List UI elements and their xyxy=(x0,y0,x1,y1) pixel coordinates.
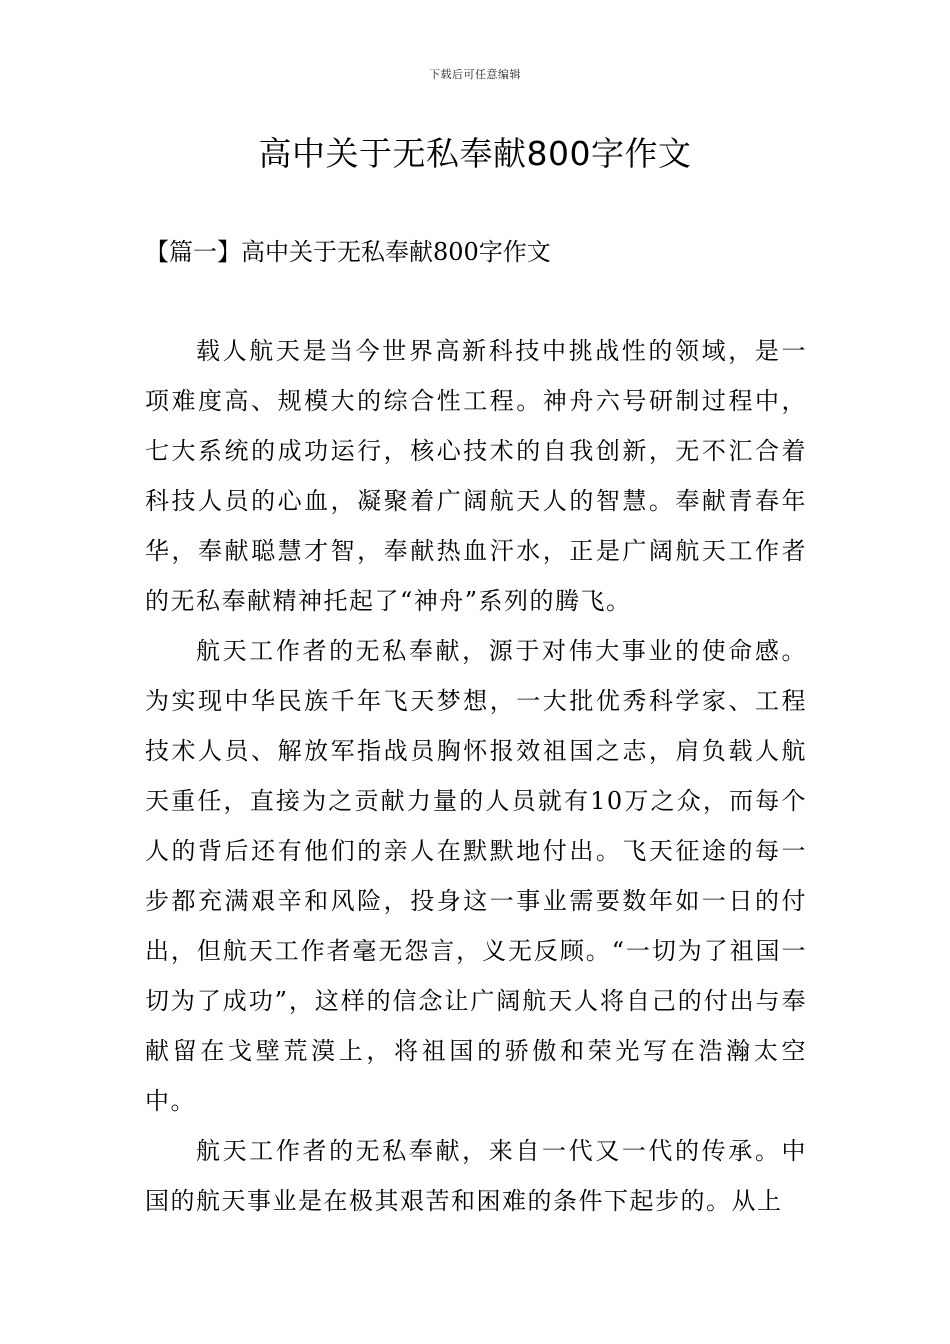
body-text xyxy=(145,326,807,1226)
document-title: 高中关于无私奉献800字作文 xyxy=(258,134,692,173)
paragraph: 航天工作者的无私奉献，来自一代又一代的传承。中国的航天事业是在极其艰苦和困难的条件下起步的。从上 xyxy=(145,1137,807,1215)
section-heading: 【篇一】高中关于无私奉献800字作文 xyxy=(145,238,551,266)
paragraph: 航天工作者的无私奉献，源于对伟大事业的使命感。为实现中华民族千年飞天梦想，一大批优秀科学家、工程技术人员、解放军指战员胸怀报效祖国之志，肩负载人航天重任，直接为之贡献力量的人员就有10万之众，而每个人的背后还有他们的亲人在默默地付出。飞天征途的每一步都充满艰辛和风险，投身这一事业需要数年如一日的付出，但航天工作者毫无怨言，义无反顾。“一切为了祖国一切为了成功”，这样的信念让广阔航天人将自己的付出与奉献留在戈壁荒漠上，将祖国的骄傲和荣光写在浩瀚太空中。 xyxy=(145,637,807,1115)
header-note: 下载后可任意编辑 xyxy=(429,68,521,81)
paragraph: 载人航天是当今世界高新科技中挑战性的领域，是一项难度高、规模大的综合性工程。神舟六号研制过程中，七大系统的成功运行，核心技术的自我创新，无不汇合着科技人员的心血，凝聚着广阔航天人的智慧。奉献青春年华，奉献聪慧才智，奉献热血汗水，正是广阔航天工作者的无私奉献精神托起了“神舟”系列的腾飞。 xyxy=(145,337,807,615)
